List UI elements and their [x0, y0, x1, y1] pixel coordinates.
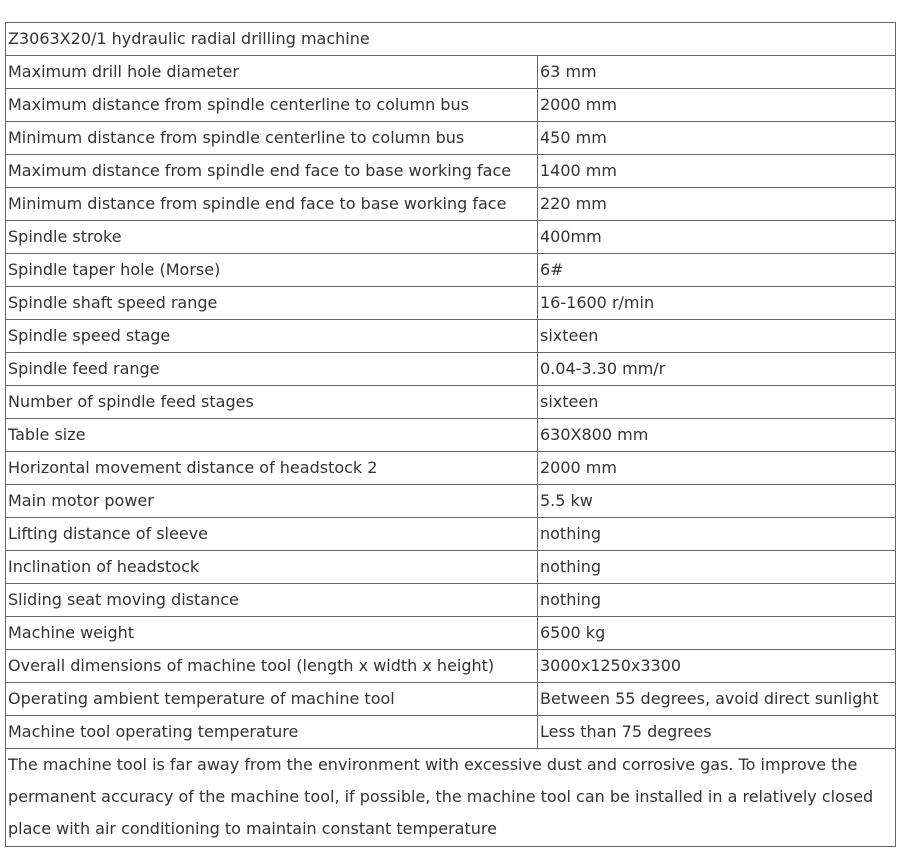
- spec-row: [6, 584, 896, 617]
- spec-row: [6, 386, 896, 419]
- spec-row: [6, 353, 896, 386]
- spec-value: 5.5 kw: [538, 485, 896, 518]
- spec-value: 6#: [538, 254, 896, 287]
- spec-value: 6500 kg: [538, 617, 896, 650]
- spec-row: [6, 56, 896, 89]
- spec-value: 450 mm: [538, 122, 896, 155]
- spec-label: Spindle feed range: [6, 353, 538, 386]
- spec-label: Overall dimensions of machine tool (length x width x height): [6, 650, 538, 683]
- spec-row: [6, 254, 896, 287]
- spec-row: [6, 122, 896, 155]
- spec-label: Horizontal movement distance of headstock 2: [6, 452, 538, 485]
- spec-value: nothing: [538, 551, 896, 584]
- spec-value: 630X800 mm: [538, 419, 896, 452]
- title-row: [6, 23, 896, 56]
- spec-value: nothing: [538, 584, 896, 617]
- spec-label: Maximum distance from spindle centerline to column bus: [6, 89, 538, 122]
- spec-table: [5, 22, 896, 847]
- spec-label: Main motor power: [6, 485, 538, 518]
- spec-row: [6, 221, 896, 254]
- spec-row: [6, 155, 896, 188]
- spec-label: Machine tool operating temperature: [6, 716, 538, 749]
- spec-row: [6, 452, 896, 485]
- spec-table-body: [6, 23, 896, 847]
- spec-label: Number of spindle feed stages: [6, 386, 538, 419]
- spec-value: Less than 75 degrees: [538, 716, 896, 749]
- spec-row: [6, 650, 896, 683]
- installation-note: The machine tool is far away from the environment with excessive dust and corrosive gas. To improve the permanent accuracy of the machine tool, if possible, the machine tool can be installed in a relatively closed place with air conditioning to maintain constant temperature: [6, 749, 896, 847]
- spec-row: [6, 716, 896, 749]
- spec-value: Between 55 degrees, avoid direct sunlight: [538, 683, 896, 716]
- note-row: [6, 749, 896, 847]
- spec-value: 2000 mm: [538, 89, 896, 122]
- spec-value: 16-1600 r/min: [538, 287, 896, 320]
- spec-label: Machine weight: [6, 617, 538, 650]
- spec-label: Minimum distance from spindle centerline to column bus: [6, 122, 538, 155]
- spec-row: [6, 89, 896, 122]
- spec-value: 3000x1250x3300: [538, 650, 896, 683]
- spec-row: [6, 287, 896, 320]
- spec-row: [6, 320, 896, 353]
- spec-label: Lifting distance of sleeve: [6, 518, 538, 551]
- spec-row: [6, 188, 896, 221]
- spec-label: Spindle taper hole (Morse): [6, 254, 538, 287]
- spec-row: [6, 518, 896, 551]
- spec-label: Minimum distance from spindle end face to base working face: [6, 188, 538, 221]
- spec-row: [6, 683, 896, 716]
- spec-value: 220 mm: [538, 188, 896, 221]
- spec-label: Inclination of headstock: [6, 551, 538, 584]
- spec-label: Spindle stroke: [6, 221, 538, 254]
- spec-label: Table size: [6, 419, 538, 452]
- spec-label: Maximum distance from spindle end face to base working face: [6, 155, 538, 188]
- spec-value: 1400 mm: [538, 155, 896, 188]
- spec-label: Sliding seat moving distance: [6, 584, 538, 617]
- spec-row: [6, 419, 896, 452]
- spec-label: Spindle speed stage: [6, 320, 538, 353]
- spec-row: [6, 617, 896, 650]
- spec-label: Maximum drill hole diameter: [6, 56, 538, 89]
- spec-value: sixteen: [538, 320, 896, 353]
- spec-label: Operating ambient temperature of machine tool: [6, 683, 538, 716]
- spec-label: Spindle shaft speed range: [6, 287, 538, 320]
- spec-value: 2000 mm: [538, 452, 896, 485]
- table-title: Z3063X20/1 hydraulic radial drilling machine: [6, 23, 896, 56]
- spec-value: nothing: [538, 518, 896, 551]
- spec-value: 0.04-3.30 mm/r: [538, 353, 896, 386]
- spec-value: sixteen: [538, 386, 896, 419]
- spec-value: 63 mm: [538, 56, 896, 89]
- spec-row: [6, 551, 896, 584]
- spec-value: 400mm: [538, 221, 896, 254]
- spec-row: [6, 485, 896, 518]
